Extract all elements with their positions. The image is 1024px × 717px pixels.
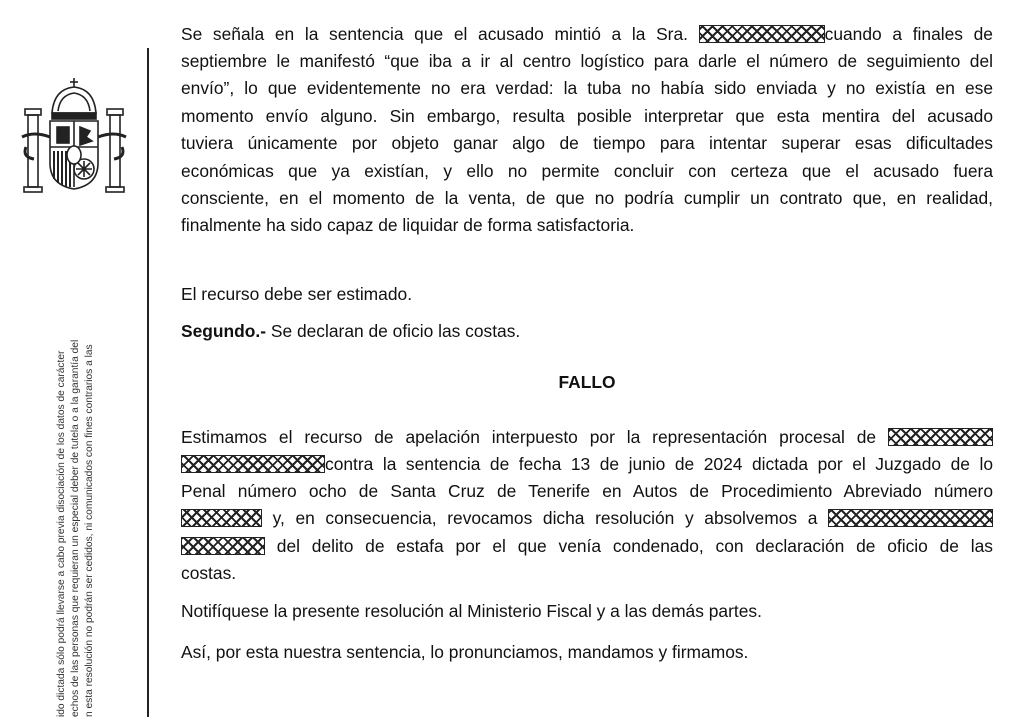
redaction-box xyxy=(181,455,325,473)
text-line xyxy=(181,536,993,556)
redaction-box xyxy=(699,25,825,43)
redaction-box xyxy=(828,509,993,527)
side-note-line: n esta resolución no podrán ser cedidos, ni comunicados con fines contrarios a las xyxy=(84,344,95,717)
text-line: momento envío alguno. Sin embargo, resulta posible interpretar que esta mentira del acusado xyxy=(181,106,993,126)
side-note-line: echos de las personas que requieran un especial deber de tutela o a la garantía del xyxy=(70,339,81,717)
text-line xyxy=(181,508,993,528)
redaction-box xyxy=(181,509,262,527)
text-line xyxy=(181,454,993,474)
text: y, en consecuencia, revocamos dicha resolución y absolvemos a xyxy=(272,508,818,528)
text-line: envío”, lo que evidentemente no era verdad: la tuba no había sido enviada y no existía en ese xyxy=(181,78,993,98)
text: contra la sentencia de fecha 13 de junio de 2024 dictada por el Juzgado de lo xyxy=(325,454,993,474)
text: Se declaran de oficio las costas. xyxy=(266,321,521,341)
text: del delito de estafa por el que venía condenado, con declaración de oficio de las xyxy=(276,536,993,556)
section-heading: FALLO xyxy=(558,372,616,392)
paragraph-signoff: Así, por esta nuestra sentencia, lo pronunciamos, mandamos y firmamos. xyxy=(181,642,749,662)
side-note-line: ido dictada sólo podrá llevarse a cabo previa disociación de los datos de carácter xyxy=(56,350,67,717)
paragraph-notify: Notifíquese la presente resolución al Ministerio Fiscal y a las demás partes. xyxy=(181,601,762,621)
text-line xyxy=(181,24,993,44)
section-label: Segundo.- xyxy=(181,321,267,341)
text-line xyxy=(181,427,993,447)
text: cuando a finales de xyxy=(824,24,993,44)
text-line: económicas que ya existían, y ello no permite concluir con certeza que el acusado fuera xyxy=(181,161,993,181)
paragraph-second xyxy=(181,321,993,341)
text: Estimamos el recurso de apelación interpuesto por la representación procesal de xyxy=(181,427,877,447)
redaction-box xyxy=(888,428,993,446)
text-line: septiembre le manifestó “que iba a ir al centro logístico para darle el número de seguimiento del xyxy=(181,51,993,71)
text-line: Penal número ocho de Santa Cruz de Tenerife en Autos de Procedimiento Abreviado número xyxy=(181,481,993,501)
text-line: finalmente ha sido capaz de liquidar de forma satisfactoria. xyxy=(181,215,635,235)
redaction-box xyxy=(181,537,265,555)
text-line: consciente, en el momento de la venta, de que no podría cumplir un contrato que, en realidad, xyxy=(181,188,993,208)
coat-of-arms-logo xyxy=(18,75,130,195)
text: Se señala en la sentencia que el acusado mintió a la Sra. xyxy=(181,24,688,44)
margin-rule xyxy=(147,48,149,717)
text-line: tuviera únicamente por objeto ganar algo de tiempo para intentar superar esas dificultades xyxy=(181,133,993,153)
text-line: costas. xyxy=(181,563,237,583)
paragraph-estimated: El recurso debe ser estimado. xyxy=(181,284,413,304)
